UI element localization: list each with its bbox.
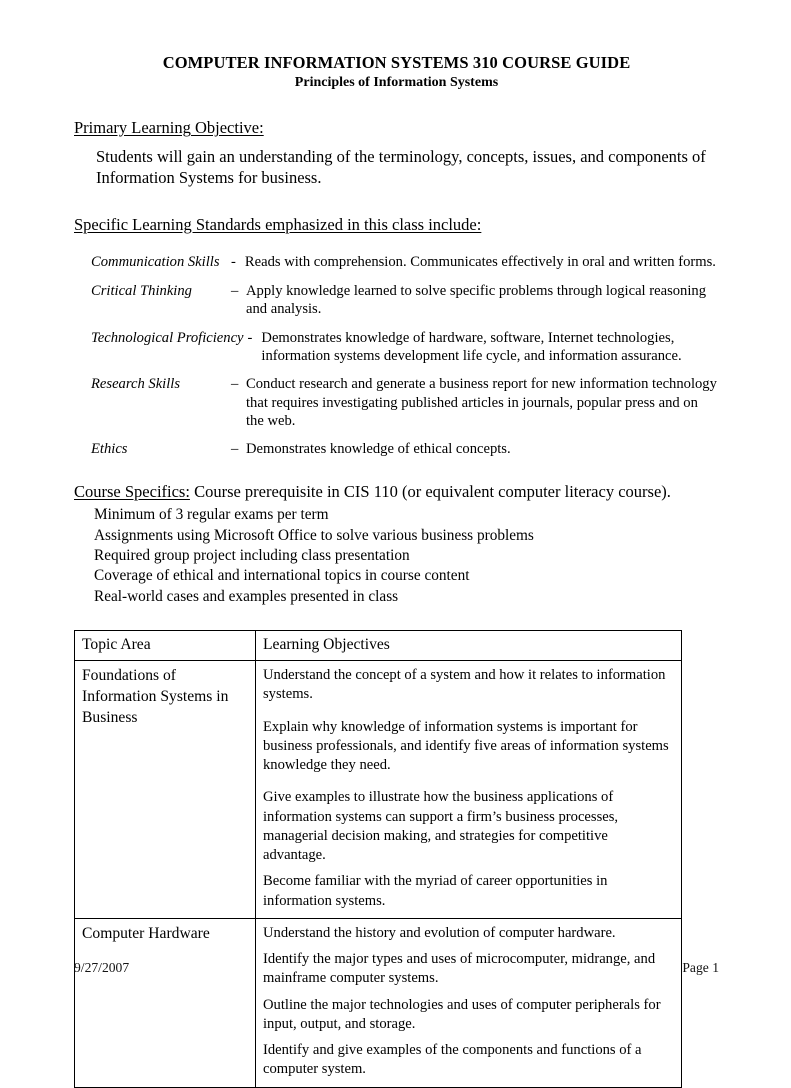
primary-objective-heading-text: Primary Learning Objective:	[74, 118, 264, 138]
standards-heading-text: Specific Learning Standards emphasized in this class include:	[74, 214, 482, 234]
table-header-topic-area: Topic Area	[75, 630, 256, 660]
standards-heading	[74, 215, 719, 236]
primary-objective-body: Students will gain an understanding of the terminology, concepts, issues, and components of Information Systems for business.	[96, 146, 706, 188]
standard-item	[91, 282, 719, 319]
course-specifics-item: Required group project including class presentation	[94, 546, 410, 564]
course-specifics-item: Assignments using Microsoft Office to solve various business problems	[94, 526, 534, 544]
table-row	[75, 661, 682, 919]
objective-item: Identify and give examples of the components and functions of a computer system.	[263, 1042, 642, 1078]
primary-objective-heading	[74, 118, 719, 139]
standard-label: Technological Proficiency	[91, 329, 244, 346]
standard-label: Communication Skills	[91, 254, 220, 271]
standard-label: Critical Thinking	[91, 282, 192, 299]
standard-dash: -	[231, 254, 236, 271]
table-cell-objectives	[256, 661, 682, 919]
document-title: COMPUTER INFORMATION SYSTEMS 310 COURSE GUIDE	[162, 53, 631, 72]
standard-text: Demonstrates knowledge of hardware, software, Internet technologies, information systems development life cycle, and information assurance.	[261, 329, 682, 364]
standard-label: Ethics	[91, 441, 128, 458]
table-cell-objectives	[256, 918, 682, 1087]
standard-item	[91, 440, 719, 458]
standard-item	[91, 375, 719, 430]
standard-label: Research Skills	[91, 376, 181, 393]
page-footer	[74, 960, 719, 976]
course-specifics-heading: Course Specifics:	[74, 481, 190, 501]
objective-item: Become familiar with the myriad of career opportunities in information systems.	[263, 873, 608, 909]
course-specifics-item: Real-world cases and examples presented in class	[94, 587, 399, 605]
objective-item: Explain why knowledge of information systems is important for business professionals, and identify five areas of information systems knowledge they need.	[263, 718, 669, 774]
standard-text: Reads with comprehension. Communicates effectively in oral and written forms.	[244, 254, 716, 271]
objective-item: Understand the history and evolution of computer hardware.	[263, 924, 616, 941]
course-specifics-item: Minimum of 3 regular exams per term	[94, 506, 329, 524]
standard-text: Conduct research and generate a business report for new information technology that requires investigating published articles in journals, popular press and on the web.	[246, 376, 717, 430]
table-row	[75, 918, 682, 1087]
document-body	[74, 52, 719, 1088]
table-header-learning-objectives: Learning Objectives	[256, 630, 682, 660]
standard-item	[91, 253, 719, 271]
table-header-row	[75, 630, 682, 660]
standard-dash: –	[231, 282, 239, 299]
standard-dash: -	[247, 329, 253, 346]
standard-text: Demonstrates knowledge of ethical concepts.	[246, 441, 511, 458]
course-specifics-list	[94, 505, 719, 607]
footer-date: 9/27/2007	[74, 960, 130, 975]
objective-item: Identify the major types and uses of microcomputer, midrange, and mainframe computer systems.	[263, 951, 656, 987]
standard-dash: –	[231, 376, 239, 393]
course-specifics-item: Coverage of ethical and international topics in course content	[94, 567, 470, 585]
course-specifics-line	[74, 481, 719, 502]
objective-item: Give examples to illustrate how the business applications of information systems can support a firm’s business processes, managerial decision making, and strategies for competitive advantage.	[263, 789, 619, 864]
table-cell-topic: Computer Hardware	[75, 918, 256, 1087]
topic-objectives-table	[74, 630, 682, 1088]
table-cell-topic: Foundations of Information Systems in Business	[75, 661, 256, 919]
objective-item: Understand the concept of a system and how it relates to information systems.	[263, 667, 666, 703]
document-subtitle: Principles of Information Systems	[294, 75, 499, 91]
objective-item: Outline the major technologies and uses of computer peripherals for input, output, and storage.	[263, 996, 661, 1032]
footer-page-number: Page 1	[682, 960, 719, 975]
standard-text: Apply knowledge learned to solve specific problems through logical reasoning and analysis.	[246, 282, 706, 318]
standard-item	[91, 329, 719, 366]
course-specifics-lead: Course prerequisite in CIS 110 (or equivalent computer literacy course).	[194, 481, 671, 501]
standards-list	[91, 253, 719, 458]
standard-dash: –	[231, 441, 239, 458]
